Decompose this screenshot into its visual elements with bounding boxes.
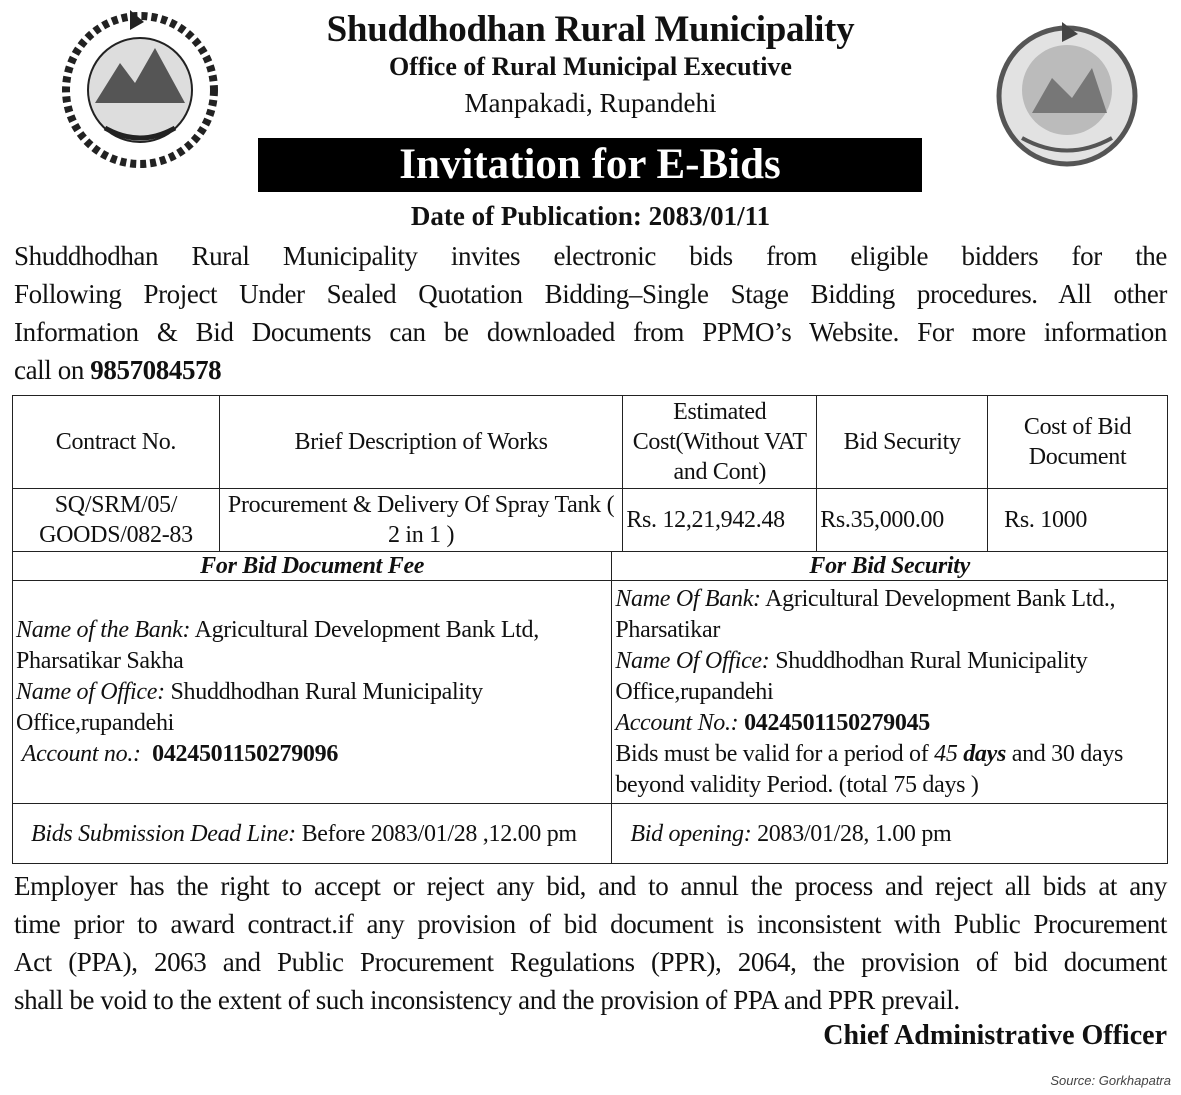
- terms-line: shall be void to the extent of such inconsistency and the provision of PPA and PPR prevail.: [14, 985, 960, 1015]
- security-office-label: Name Of Office:: [615, 647, 770, 674]
- terms-line: Employer has the right to accept or reject any bid, and to annul the process and reject all bids at any: [14, 871, 1167, 901]
- deadline: Before 2083/01/28 ,12.00 pm: [301, 820, 577, 847]
- fee-account: 0424501150279096: [152, 740, 339, 767]
- bid-security: Rs.35,000.00: [817, 489, 988, 552]
- bank-details-row: [13, 581, 1168, 804]
- dates-row: [13, 804, 1168, 864]
- header-description: Brief Description of Works: [219, 396, 622, 489]
- description: Procurement & Delivery Of Spray Tank ( 2 in 1 ): [219, 489, 622, 552]
- source-credit: Source: Gorkhapatra: [1050, 1073, 1171, 1088]
- opening: 2083/01/28, 1.00 pm: [757, 820, 952, 847]
- section-heading-row: [13, 552, 1168, 581]
- header-doc-cost: Cost of Bid Document: [988, 396, 1168, 489]
- validity-text: Bids must be valid for a period of: [615, 740, 935, 767]
- table-row: [13, 489, 1168, 552]
- security-account-label: Account No.:: [615, 709, 739, 736]
- security-office: Shuddhodhan Rural Municipality Office,rupandehi: [615, 647, 1088, 705]
- opening-label: Bid opening:: [630, 820, 752, 847]
- header-estimated-cost: Estimated Cost(Without VAT and Cont): [623, 396, 817, 489]
- intro-line: [14, 351, 1167, 389]
- table-header-row: [13, 396, 1168, 489]
- security-details: [612, 581, 1168, 804]
- security-heading: For Bid Security: [612, 552, 1168, 581]
- deadline-cell: [13, 804, 612, 864]
- intro-line: Shuddhodhan Rural Municipality invites electronic bids from eligible bidders for the: [14, 241, 1167, 271]
- deadline-label: Bids Submission Dead Line:: [31, 820, 296, 847]
- terms-line: Act (PPA), 2063 and Public Procurement Regulations (PPR), 2064, the provision of bid document: [14, 947, 1167, 977]
- office-name: Office of Rural Municipal Executive: [389, 52, 792, 81]
- intro-line: Information & Bid Documents can be downloaded from PPMO’s Website. For more information: [14, 317, 1167, 347]
- validity-days: days: [963, 740, 1007, 767]
- address: Manpakadi, Rupandehi: [464, 88, 717, 118]
- fee-office-label: Name of Office:: [16, 678, 165, 705]
- publication-date: Date of Publication: 2083/01/11: [410, 201, 771, 231]
- terms-line: time prior to award contract.if any provision of bid document is inconsistent with Public Procurement: [14, 909, 1167, 939]
- opening-cell: [612, 804, 1168, 864]
- validity-text-post: and 30 days beyond validity Period. (total 75 days ): [615, 740, 1124, 798]
- doc-cost: Rs. 1000: [988, 489, 1168, 552]
- municipality-title: Shuddhodhan Rural Municipality: [326, 9, 855, 50]
- intro-paragraph: [14, 237, 1167, 389]
- bid-table: [12, 395, 1168, 864]
- validity-45: 45: [934, 740, 964, 767]
- header-contract-no: Contract No.: [13, 396, 220, 489]
- fee-bank-label: Name of the Bank:: [16, 616, 191, 643]
- fee-office: Shuddhodhan Rural Municipality Office,rupandehi: [16, 678, 483, 736]
- estimated-cost: Rs. 12,21,942.48: [623, 489, 817, 552]
- phone-number: 9857084578: [90, 355, 222, 385]
- fee-account-label: Account no.:: [21, 740, 141, 767]
- notice-banner: Invitation for E-Bids: [258, 138, 922, 192]
- fee-details: [13, 581, 612, 804]
- signature: Chief Administrative Officer: [823, 1020, 1167, 1051]
- contract-no: SQ/SRM/05/ GOODS/082-83: [13, 489, 220, 552]
- fee-heading: For Bid Document Fee: [13, 552, 612, 581]
- header-bid-security: Bid Security: [817, 396, 988, 489]
- terms-paragraph: [14, 867, 1167, 1019]
- fee-bank: Agricultural Development Bank Ltd, Pharsatikar Sakha: [16, 616, 539, 674]
- security-bank: Agricultural Development Bank Ltd., Pharsatikar: [615, 585, 1116, 643]
- security-account: 0424501150279045: [744, 709, 930, 736]
- call-prefix: call on: [14, 355, 91, 385]
- intro-line: Following Project Under Sealed Quotation Bidding–Single Stage Bidding procedures. All other: [14, 279, 1167, 309]
- security-bank-label: Name Of Bank:: [615, 585, 761, 612]
